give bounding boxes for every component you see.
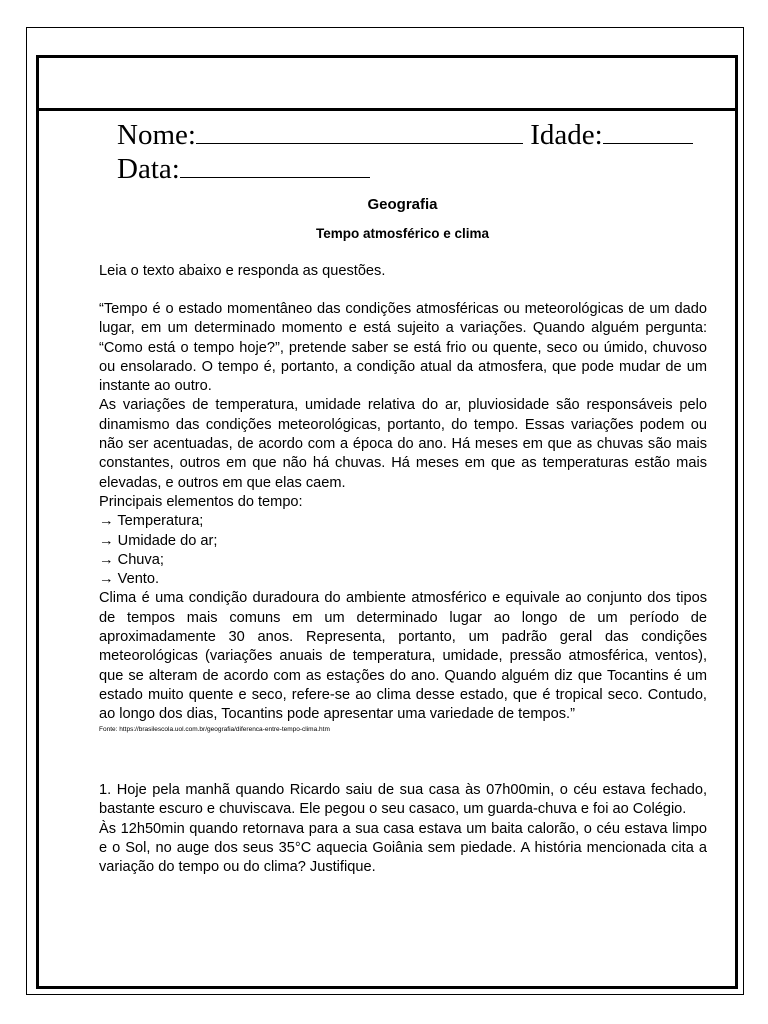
- name-age-line: [117, 119, 693, 151]
- element-item: → Umidade do ar;: [99, 532, 218, 549]
- element-item: → Vento.: [99, 571, 160, 588]
- age-blank[interactable]: [603, 119, 693, 144]
- name-blank[interactable]: [196, 119, 523, 144]
- question-paragraph-1: 1. Hoje pela manhã quando Ricardo saiu de sua casa às 07h00min, o céu estava fechado, bastante escuro e chuviscava. Ele pegou o seu casaco, um guarda-chuva e foi ao Colégio.: [99, 782, 707, 818]
- header-divider: [36, 108, 738, 111]
- age-label: Idade:: [530, 119, 603, 151]
- date-label: Data:: [117, 153, 180, 185]
- instruction-text: Leia o texto abaixo e responda as questões.: [99, 263, 386, 279]
- source-citation: Fonte: https://brasilescola.uol.com.br/geografia/diferenca-entre-tempo-clima.htm: [99, 725, 330, 733]
- date-blank[interactable]: [180, 153, 370, 178]
- question-paragraph-2: Às 12h50min quando retornava para a sua casa estava um baita calorão, o céu estava limpo e o Sol, no auge dos seus 35°C aquecia Goiânia sem piedade. A história mencionada cita a variação do tempo ou do clima? Justifique.: [99, 820, 707, 876]
- subject-heading: Geografia: [367, 196, 438, 213]
- element-item: → Chuva;: [99, 551, 164, 568]
- climate-paragraph: Clima é uma condição duradoura do ambiente atmosférico e equivale ao conjunto dos tipos de tempos mais comuns em um determinado lugar ao longo de um período de aproximadamente 30 anos. Representa, portanto, um padrão geral das condições meteorológicas (variações anuais de temperatura, umidade, pressão atmosférica, ventos), que se alteram de acordo com as estações do ano. Quando alguém diz que Tocantins é um estado muito quente e seco, refere-se ao clima desse estado, que é tropical seco. Contudo, ao longo dos dias, Tocantins pode apresentar uma variedade de tempos.”: [99, 590, 707, 723]
- elements-intro: Principais elementos do tempo:: [99, 493, 303, 510]
- paragraph-1: “Tempo é o estado momentâneo das condições atmosféricas ou meteorológicas de um dado lugar, em um determinado momento e está sujeito a variações. Quando alguém pergunta: “Como está o tempo hoje?”, pretende saber se está frio ou quente, seco ou úmido, chuvoso ou ensolarado. O tempo é, portanto, a condição atual da atmosfera, que pode mudar de um instante ao outro.: [99, 301, 707, 395]
- date-line: [117, 153, 370, 185]
- reading-text: [99, 300, 707, 735]
- instruction: [99, 262, 707, 281]
- element-item: → Temperatura;: [99, 513, 204, 530]
- page-title: Tempo atmosférico e clima: [315, 226, 490, 241]
- question-1: [99, 781, 707, 877]
- name-label: Nome:: [117, 119, 196, 151]
- paragraph-2: As variações de temperatura, umidade relativa do ar, pluviosidade são responsáveis pelo dinamismo das condições meteorológicas, portanto, do tempo. Essas variações podem ou não ser acentuadas, de acordo com a época do ano. Há meses em que as chuvas são mais constantes, outros em que não há chuvas. Há meses em que as temperaturas estão mais elevadas, e outros em que elas caem.: [99, 397, 707, 491]
